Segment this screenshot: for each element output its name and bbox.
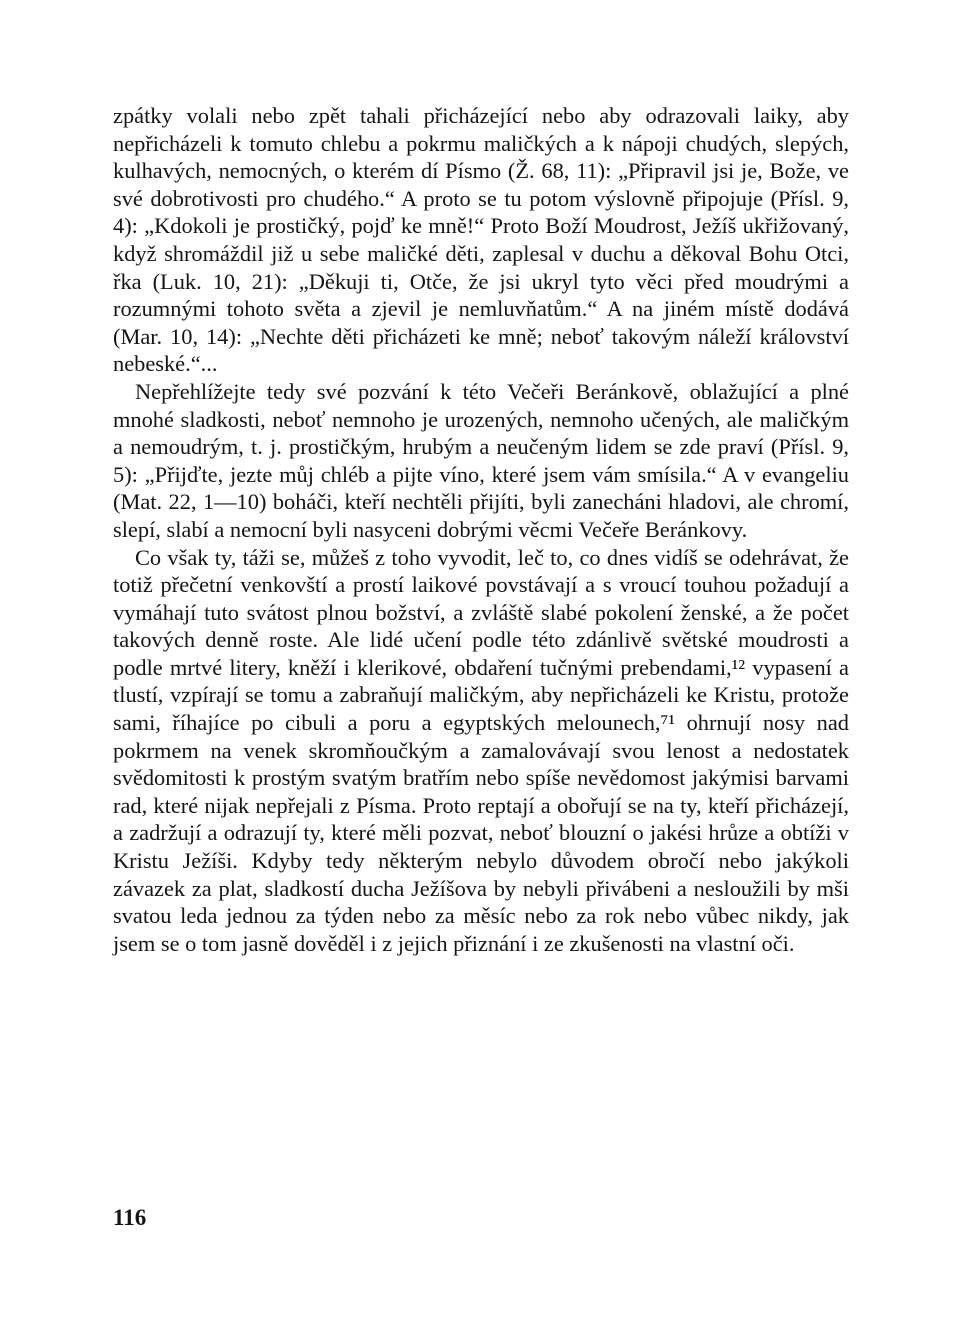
page-number: 116 xyxy=(113,1205,147,1230)
paragraph: Co však ty, táži se, můžeš z toho vyvodit, leč to, co dnes vidíš se odehrávat, že totiž přečetní venkovští a prostí laikové povstávají a s vroucí touhou požadují a vymáhají tuto svátost plnou božství, a zvláště slabé pokolení ženské, a že počet takových denně roste. Ale lidé učení podle této zdánlivě světské moudrosti a podle mrtvé litery, kněží i klerikové, obdaření tučnými prebendami,¹² vypasení a tlustí, vzpírají se tomu a zabraňují maličkým, aby nepřicházeli ke Kristu, protože sami, říhajíce po cibuli a poru a egyptských melounech,⁷¹ ohrnují nosy nad pokrmem na venek skromňoučkým a zamalovávají svou lenost a nedostatek svědomitosti k prostým svatým bratřím nebo spíše nevědomost jakýmisi barvami rad, které nijak nepřejali z Písma. Proto reptají a obořují se na ty, kteří přicházejí, a zadržují a odrazují ty, které měli pozvat, neboť blouzní o jakési hrůze a obtíži v Kristu Ježíši. Kdyby tedy některým nebylo důvodem obročí nebo jakýkoli závazek za plat, sladkostí ducha Ježíšova by nebyli přivábeni a nesloužili by mši svatou leda jednou za týden nebo za měsíc nebo za rok nebo vůbec nikdy, jak jsem se o tom jasně dověděl i z jejich přiznání i ze zkušenosti na vlastní oči. xyxy=(113,544,849,956)
paragraph: Nepřehlížejte tedy své pozvání k této Večeři Beránkově, oblažující a plné mnohé sladkosti, neboť nemnoho je urozených, nemnoho učených, ale maličkým a nemoudrým, t. j. prostičkým, hrubým a neučeným lidem se zde praví (Přísl. 9, 5): „Přijďte, jezte můj chléb a pijte víno, které jsem vám smísila.“ A v evangeliu (Mat. 22, 1—10) boháči, kteří nechtěli přijíti, byli zanecháni hladovi, ale chromí, slepí, slabí a nemocní byli nasyceni dobrými věcmi Večeře Beránkovy. xyxy=(113,378,849,542)
paragraph: zpátky volali nebo zpět tahali přicházející nebo aby odrazovali laiky, aby nepřicházeli k tomuto chlebu a pokrmu maličkých a k nápoji chudých, slepých, kulhavých, nemocných, o kterém dí Písmo (Ž. 68, 11): „Připravil jsi je, Bože, ve své dobrotivosti pro chudého.“ A proto se tu potom výslovně připojuje (Přísl. 9, 4): „Kdokoli je prostičký, pojď ke mně!“ Proto Boží Moudrost, Ježíš ukřižovaný, když shromáždil již u sebe maličké děti, zaplesal v duchu a děkoval Bohu Otci, řka (Luk. 10, 21): „Děkuji ti, Otče, že jsi ukryl tyto věci před moudrými a rozumnými tohoto světa a zjevil je nemluvňatům.“ A na jiném místě dodává (Mar. 10, 14): „Nechte děti přicházeti ke mně; neboť takovým náleží království nebeské.“... xyxy=(113,103,849,377)
page-body xyxy=(113,102,849,957)
